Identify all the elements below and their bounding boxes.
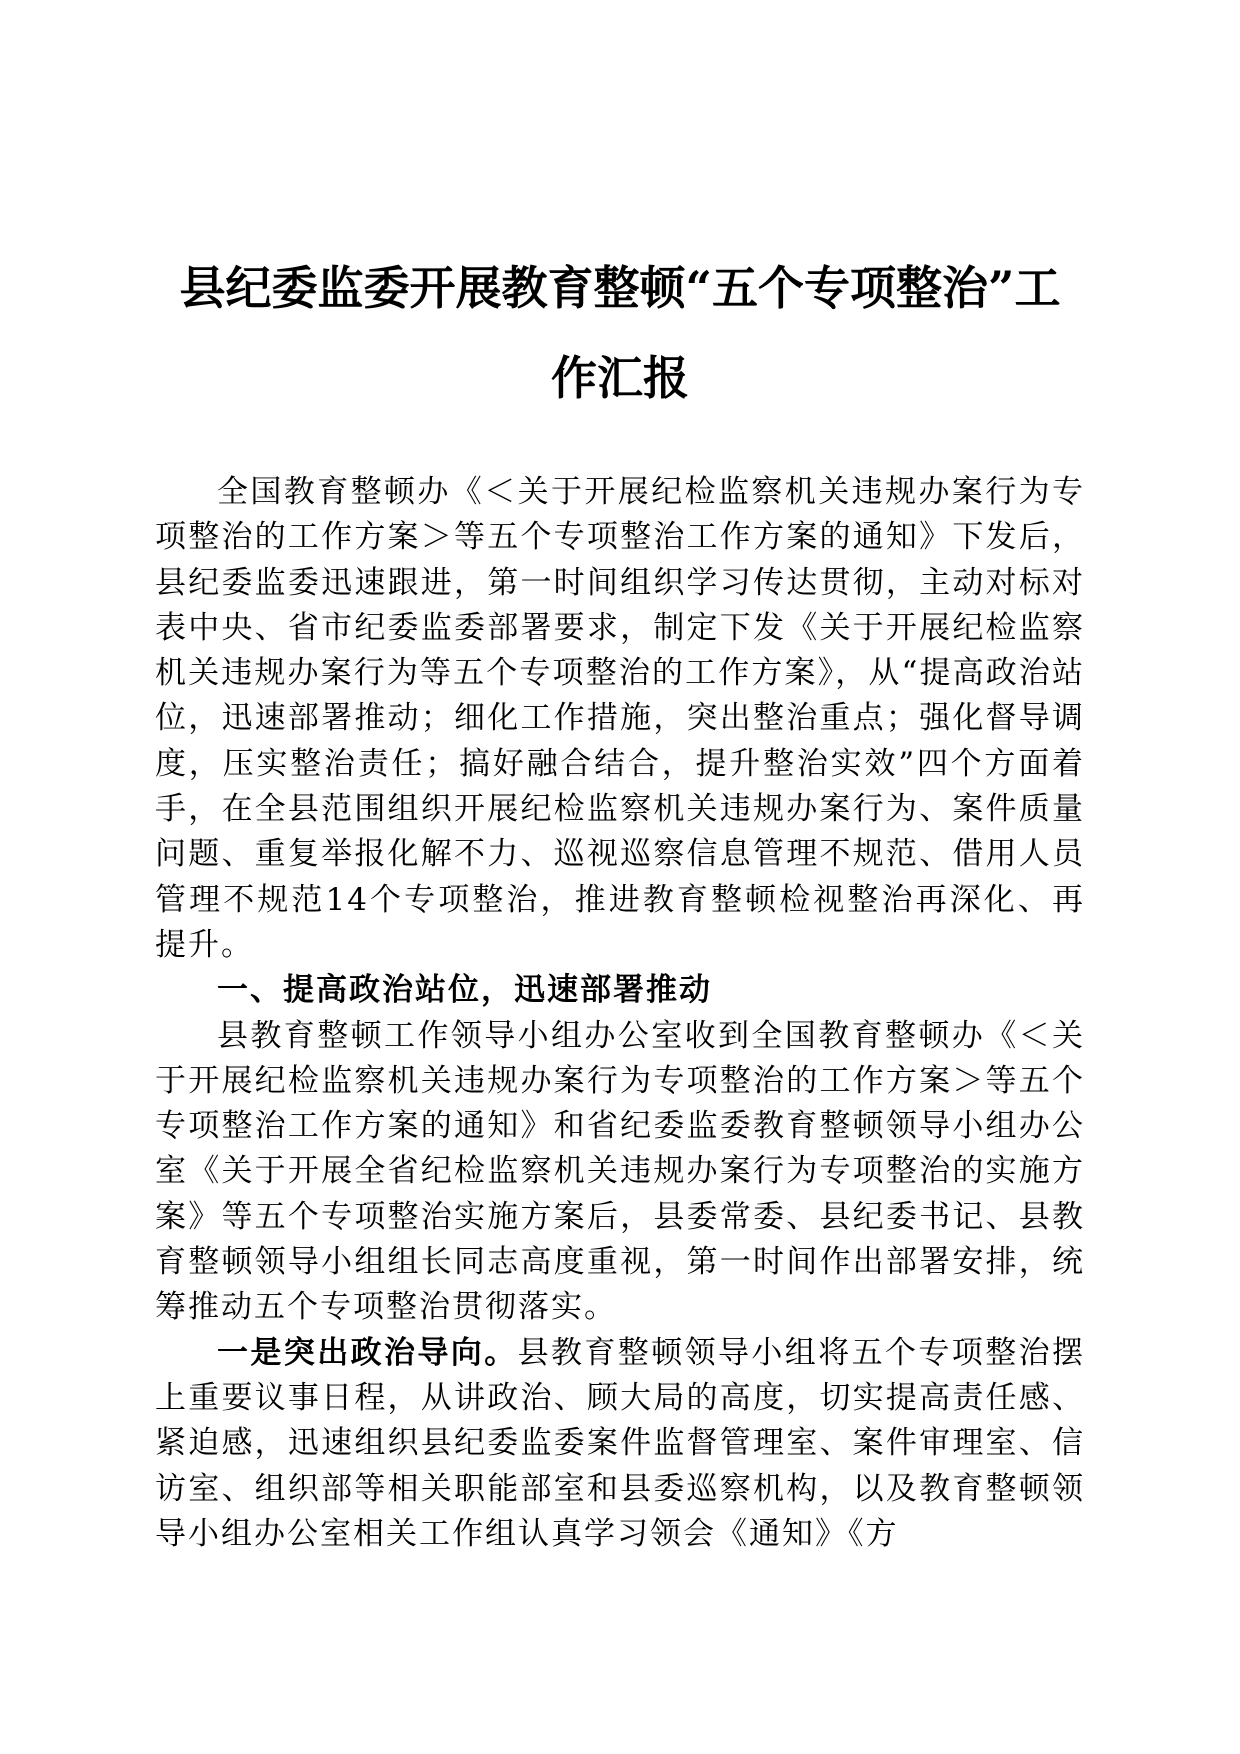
document-title-line-1: 县纪委监委开展教育整顿“五个专项整治”工 [179,261,1061,315]
paragraph-section-1: 县教育整顿工作领导小组办公室收到全国教育整顿办《＜关于开展纪检监察机关违规办案行为专项整治的工作方案＞等五个专项整治工作方案的通知》和省纪委监委教育整顿领导小组办公室《关于开展全省纪检监察机关违规办案行为专项整治的实施方案》等五个专项整治实施方案后，县委常委、县纪委书记、县教育整顿领导小组组长同志高度重视，第一时间作出部署安排，统筹推动五个专项整治贯彻落实。 [155,1017,1085,1326]
document-title-line-2: 作汇报 [551,351,689,405]
paragraph-point-1 [155,1331,1085,1557]
paragraph-point-1-lead: 一是突出政治导向。 [217,1334,518,1371]
paragraph-intro: 全国教育整顿办《＜关于开展纪检监察机关违规办案行为专项整治的工作方案＞等五个专项整治工作方案的通知》下发后，县纪委监委迅速跟进，第一时间组织学习传达贯彻，主动对标对表中央、省市纪委监委部署要求，制定下发《关于开展纪检监察机关违规办案行为等五个专项整治的工作方案》，从“提高政治站位，迅速部署推动；细化工作措施，突出整治重点；强化督导调度，压实整治责任；搞好融合结合，提升整治实效”四个方面着手，在全县范围组织开展纪检监察机关违规办案行为、案件质量问题、重复举报化解不力、巡视巡察信息管理不规范、借用人员管理不规范14个专项整治，推进教育整顿检视整治再深化、再提升。 [155,474,1085,963]
section-heading-1: 一、提高政治站位，迅速部署推动 [217,972,712,1009]
paragraph-point-1-text: 县教育整顿领导小组将五个专项整治摆上重要议事日程，从讲政治、顾大局的高度，切实提高责任感、紧迫感，迅速组织县纪委监委案件监督管理室、案件审理室、信访室、组织部等相关职能部室和县委巡察机构，以及教育整顿领导小组办公室相关工作组认真学习领会《通知》《方 [155,1334,1086,1552]
document-body [155,470,1085,1557]
